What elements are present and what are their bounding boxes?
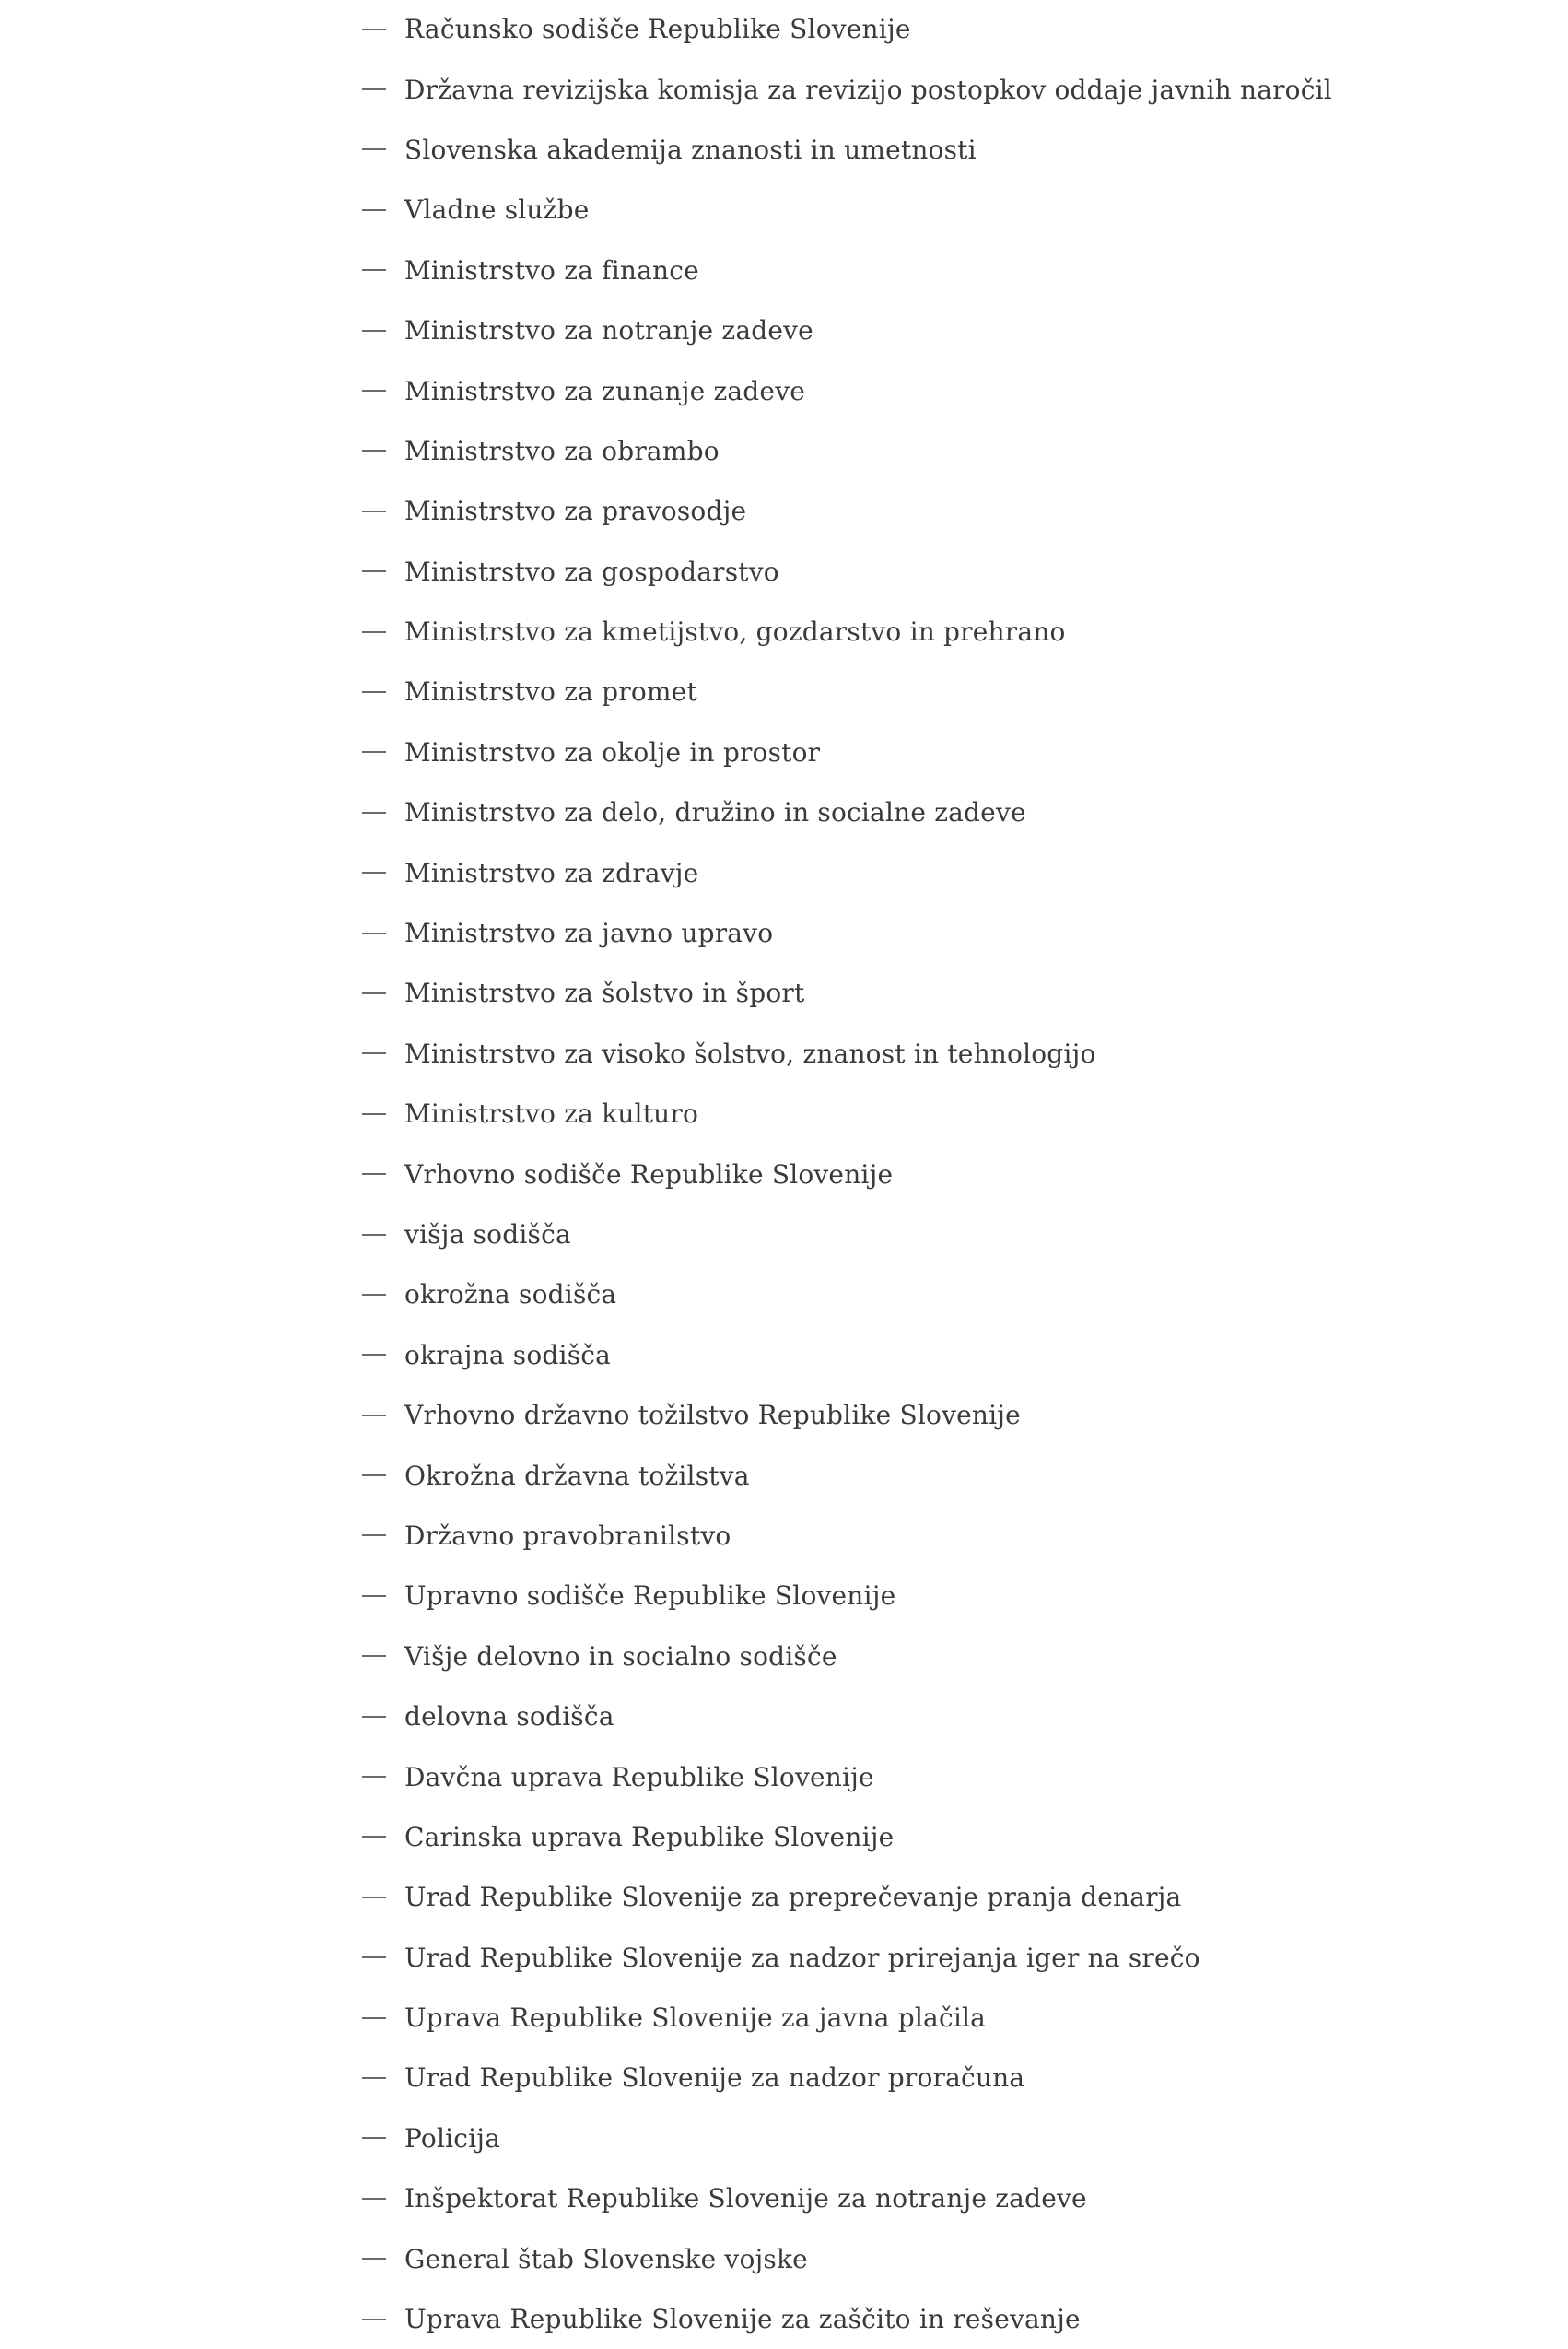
list-item bbox=[362, 2228, 1523, 2288]
list-item bbox=[362, 1024, 1523, 1084]
list-item-label: Uprava Republike Slovenije za zaščito in reševanje bbox=[404, 2304, 1081, 2335]
list-item bbox=[362, 1807, 1523, 1867]
list-item-label: delovna sodišča bbox=[404, 1701, 614, 1732]
list-item-label: Ministrstvo za finance bbox=[404, 254, 699, 286]
dash-bullet-icon bbox=[362, 691, 386, 693]
dash-bullet-icon bbox=[362, 933, 386, 934]
list-item bbox=[362, 59, 1523, 119]
list-item-label: Ministrstvo za kulturo bbox=[404, 1098, 699, 1130]
list-item-label: Vrhovno sodišče Republike Slovenije bbox=[404, 1158, 894, 1190]
dash-bullet-icon bbox=[362, 631, 386, 633]
list-item bbox=[362, 360, 1523, 420]
list-item bbox=[362, 1506, 1523, 1566]
dash-bullet-icon bbox=[362, 2258, 386, 2260]
dash-bullet-icon bbox=[362, 1234, 386, 1236]
list-item-label: Ministrstvo za delo, družino in socialne zadeve bbox=[404, 797, 1026, 828]
list-item bbox=[362, 0, 1523, 59]
list-item-label: Računsko sodišče Republike Slovenije bbox=[404, 14, 911, 45]
list-item-label: Ministrstvo za zunanje zadeve bbox=[404, 375, 805, 406]
list-item-label: Ministrstvo za okolje in prostor bbox=[404, 736, 821, 768]
dash-bullet-icon bbox=[362, 1534, 386, 1536]
list-item-label: Državno pravobranilstvo bbox=[404, 1520, 731, 1551]
list-item bbox=[362, 241, 1523, 300]
list-item bbox=[362, 542, 1523, 602]
dash-bullet-icon bbox=[362, 1173, 386, 1175]
list-item bbox=[362, 1988, 1523, 2048]
list-item-label: General štab Slovenske vojske bbox=[404, 2243, 808, 2274]
list-item bbox=[362, 963, 1523, 1023]
list-item bbox=[362, 1385, 1523, 1445]
dash-bullet-icon bbox=[362, 1113, 386, 1115]
dash-bullet-icon bbox=[362, 88, 386, 90]
list-item bbox=[362, 903, 1523, 963]
list-item bbox=[362, 481, 1523, 541]
dash-bullet-icon bbox=[362, 1294, 386, 1296]
list-item-label: Policija bbox=[404, 2122, 501, 2154]
list-item-label: Ministrstvo za visoko šolstvo, znanost in tehnologijo bbox=[404, 1038, 1096, 1069]
dash-bullet-icon bbox=[362, 1415, 386, 1416]
dash-bullet-icon bbox=[362, 992, 386, 994]
list-item bbox=[362, 1686, 1523, 1746]
dash-bullet-icon bbox=[362, 1595, 386, 1597]
dash-bullet-icon bbox=[362, 390, 386, 392]
list-item-label: okrožna sodišča bbox=[404, 1279, 617, 1310]
list-item-label: Uprava Republike Slovenije za javna plačila bbox=[404, 2003, 987, 2034]
list-item-label: Urad Republike Slovenije za preprečevanje pranja denarja bbox=[404, 1882, 1182, 1913]
list-item-label: Ministrstvo za promet bbox=[404, 676, 697, 708]
list-item bbox=[362, 722, 1523, 782]
dash-bullet-icon bbox=[362, 330, 386, 332]
list-item bbox=[362, 421, 1523, 481]
dash-bullet-icon bbox=[362, 1655, 386, 1657]
dash-bullet-icon bbox=[362, 570, 386, 572]
list-item bbox=[362, 1928, 1523, 1988]
list-item-label: okrajna sodišča bbox=[404, 1339, 612, 1370]
list-item-label: Vladne službe bbox=[404, 194, 590, 226]
dash-bullet-icon bbox=[362, 872, 386, 874]
list-item bbox=[362, 842, 1523, 902]
dash-bullet-icon bbox=[362, 2137, 386, 2139]
list-item-label: Ministrstvo za zdravje bbox=[404, 857, 699, 888]
dash-bullet-icon bbox=[362, 1836, 386, 1838]
dash-bullet-icon bbox=[362, 812, 386, 814]
list-item bbox=[362, 1867, 1523, 1927]
list-item bbox=[362, 1084, 1523, 1144]
dash-bullet-icon bbox=[362, 1956, 386, 1958]
list-item bbox=[362, 180, 1523, 240]
dash-bullet-icon bbox=[362, 1052, 386, 1054]
list-item bbox=[362, 2108, 1523, 2168]
dash-bullet-icon bbox=[362, 1474, 386, 1476]
list-item-label: Višje delovno in socialno sodišče bbox=[404, 1640, 837, 1672]
list-item bbox=[362, 1746, 1523, 1806]
list-item bbox=[362, 782, 1523, 842]
list-item bbox=[362, 602, 1523, 662]
dash-bullet-icon bbox=[362, 1354, 386, 1356]
dash-bullet-icon bbox=[362, 2077, 386, 2079]
list-item-label: Ministrstvo za gospodarstvo bbox=[404, 556, 779, 587]
list-item-label: Ministrstvo za kmetijstvo, gozdarstvo in prehrano bbox=[404, 617, 1066, 648]
dash-bullet-icon bbox=[362, 1776, 386, 1778]
list-item bbox=[362, 300, 1523, 360]
list-item bbox=[362, 2048, 1523, 2108]
list-item bbox=[362, 1445, 1523, 1505]
list-item bbox=[362, 2168, 1523, 2228]
dash-bullet-icon bbox=[362, 29, 386, 30]
list-item bbox=[362, 1264, 1523, 1324]
dash-bullet-icon bbox=[362, 209, 386, 211]
list-item-label: Vrhovno državno tožilstvo Republike Slovenije bbox=[404, 1400, 1021, 1431]
list-item bbox=[362, 1627, 1523, 1686]
dash-bullet-icon bbox=[362, 751, 386, 753]
list-item-label: Okrožna državna tožilstva bbox=[404, 1460, 750, 1491]
dash-bullet-icon bbox=[362, 1897, 386, 1898]
list-item-label: Ministrstvo za notranje zadeve bbox=[404, 315, 813, 346]
list-item bbox=[362, 1566, 1523, 1626]
list-item-label: Upravno sodišče Republike Slovenije bbox=[404, 1580, 896, 1612]
list-item bbox=[362, 1144, 1523, 1204]
list-item-label: Davčna uprava Republike Slovenije bbox=[404, 1761, 874, 1792]
list-item-label: Ministrstvo za obrambo bbox=[404, 435, 720, 466]
dash-bullet-icon bbox=[362, 2319, 386, 2320]
dash-bullet-icon bbox=[362, 2198, 386, 2200]
list-item-label: Inšpektorat Republike Slovenije za notranje zadeve bbox=[404, 2183, 1087, 2214]
list-item-label: Ministrstvo za šolstvo in šport bbox=[404, 978, 805, 1009]
list-item-label: Slovenska akademija znanosti in umetnosti bbox=[404, 134, 977, 165]
dash-bullet-icon bbox=[362, 269, 386, 271]
dash-bullet-icon bbox=[362, 450, 386, 452]
list-item-label: Urad Republike Slovenije za nadzor proračuna bbox=[404, 2062, 1025, 2094]
dash-bullet-icon bbox=[362, 148, 386, 150]
list-item bbox=[362, 2289, 1523, 2349]
list-item-label: Carinska uprava Republike Slovenije bbox=[404, 1821, 895, 1852]
list-item bbox=[362, 662, 1523, 722]
list-item bbox=[362, 1325, 1523, 1385]
list-item-label: Ministrstvo za pravosodje bbox=[404, 496, 747, 527]
dash-bullet-icon bbox=[362, 511, 386, 512]
institution-list bbox=[362, 0, 1523, 2349]
list-item-label: Urad Republike Slovenije za nadzor prirejanja iger na srečo bbox=[404, 1942, 1200, 1973]
dash-bullet-icon bbox=[362, 2017, 386, 2019]
list-item-label: Ministrstvo za javno upravo bbox=[404, 918, 774, 949]
list-item-label: višja sodišča bbox=[404, 1219, 571, 1250]
dash-bullet-icon bbox=[362, 1716, 386, 1718]
list-item bbox=[362, 1204, 1523, 1264]
list-item bbox=[362, 120, 1523, 180]
list-item-label: Državna revizijska komisja za revizijo postopkov oddaje javnih naročil bbox=[404, 74, 1332, 105]
